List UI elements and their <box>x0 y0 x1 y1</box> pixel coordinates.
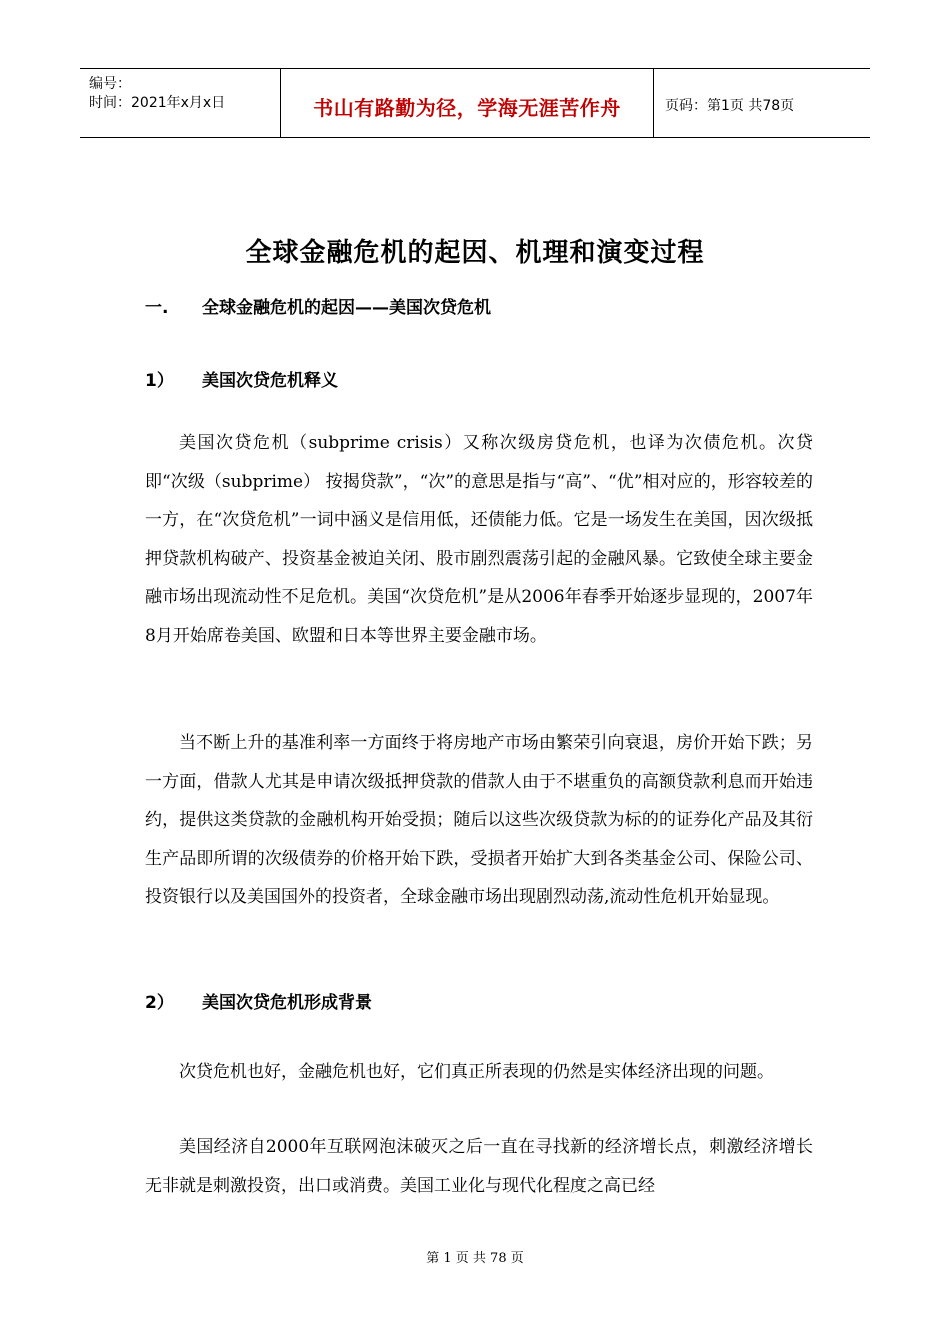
page-footer: 第 1 页 共 78 页 <box>426 1251 524 1266</box>
document-title: 全球金融危机的起因、机理和演变过程 <box>245 238 705 268</box>
paragraph-real-economy: 次贷危机也好，金融危机也好，它们真正所表现的仍然是实体经济出现的问题。 <box>179 1062 774 1082</box>
section-number: 一. <box>145 298 169 318</box>
subsection-number: 2） <box>145 993 174 1013</box>
header-motto: 书山有路勤为径，学海无涯苦作舟 <box>313 96 621 120</box>
header-table <box>80 68 870 138</box>
header-page-info: 页码：第1页 共78页 <box>665 98 795 114</box>
header-middle-cell <box>281 69 654 137</box>
subsection-title: 美国次贷危机形成背景 <box>202 993 372 1013</box>
doc-code-label: 编号： <box>89 76 131 92</box>
paragraph-crisis-process: 当不断上升的基准利率一方面终于将房地产市场由繁荣引向衰退，房价开始下跌；另一方面，借款人尤其是申请次级抵押贷款的借款人由于不堪重负的高额贷款利息而开始违约，提供这类贷款的金融机构开始受损；随后以这些次级贷款为标的的证券化产品及其衍生产品即所谓的次级债券的价格开始下跌，受损者开始扩大到各类基金公司、保险公司、投资银行以及美国国外的投资者，全球金融市场出现剧烈动荡,流动性危机开始显现。 <box>145 733 813 907</box>
subsection-heading-2 <box>145 988 372 1013</box>
paragraph-subprime-definition: 美国次贷危机（subprime crisis）又称次级房贷危机，也译为次债危机。次贷即“次级（subprime） 按揭贷款”，“次”的意思是指与“高”、“优”相对应的，形容较差的一方，在“次贷危机”一词中涵义是信用低，还债能力低。它是一场发生在美国，因次级抵押贷款机构破产、投资基金被迫关闭、股市剧烈震荡引起的金融风暴。它致使全球主要金融市场出现流动性不足危机。美国“次贷危机”是从2006年春季开始逐步显现的，2007年8月开始席卷美国、欧盟和日本等世界主要金融市场。 <box>145 433 813 646</box>
header-left-cell <box>80 69 281 137</box>
subsection-number: 1） <box>145 371 174 391</box>
doc-date: 时间：2021年x月x日 <box>89 95 226 111</box>
paragraph-us-economy: 美国经济自2000年互联网泡沫破灭之后一直在寻找新的经济增长点，刺激经济增长无非就是刺激投资，出口或消费。美国工业化与现代化程度之高已经 <box>145 1137 813 1196</box>
subsection-title: 美国次贷危机释义 <box>202 371 338 391</box>
section-heading-1 <box>145 293 491 318</box>
header-right-cell <box>654 69 870 137</box>
section-title: 全球金融危机的起因——美国次贷危机 <box>202 298 491 318</box>
subsection-heading-1 <box>145 366 338 391</box>
